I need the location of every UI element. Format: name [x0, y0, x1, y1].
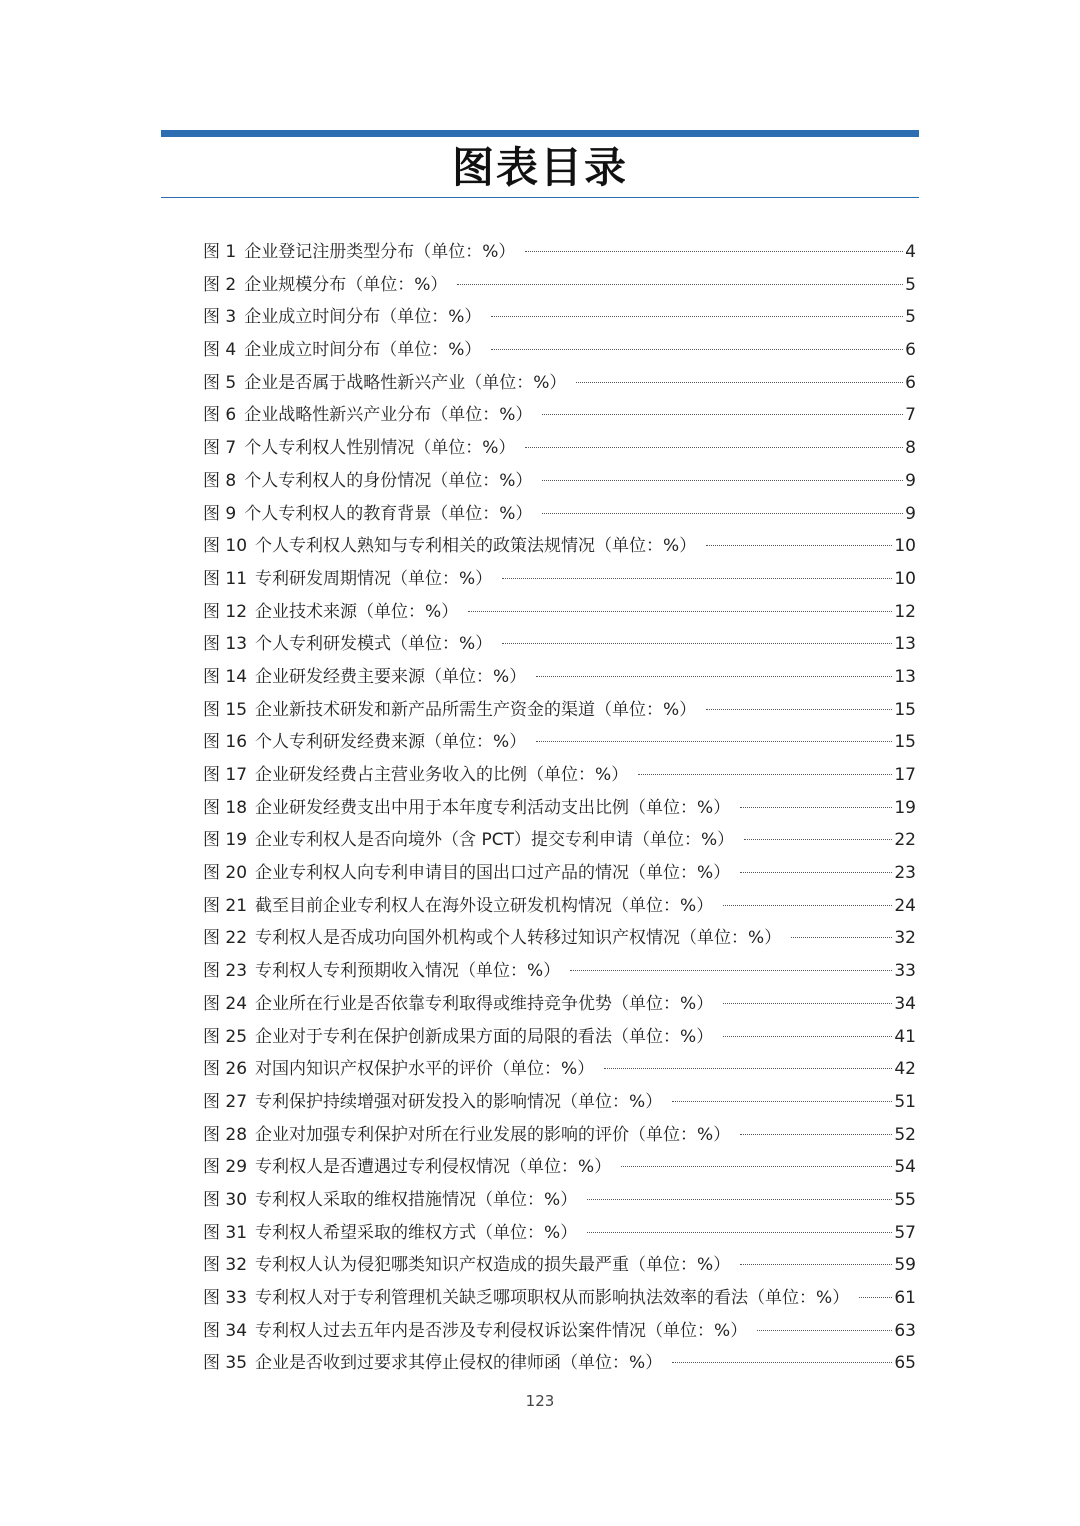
figure-caption: 企业战略性新兴产业分布（单位：%）: [244, 405, 533, 426]
figure-caption: 企业是否属于战略性新兴产业（单位：%）: [244, 372, 567, 393]
toc-page-number: 17: [894, 765, 916, 785]
figure-number: 图 30: [203, 1189, 248, 1210]
figure-caption: 企业成立时间分布（单位：%）: [244, 340, 482, 361]
figure-caption: 企业技术来源（单位：%）: [255, 601, 459, 622]
toc-page-number: 5: [905, 274, 916, 295]
toc-entry-label: [203, 301, 481, 334]
dot-leader: [576, 382, 903, 383]
toc-page-number: 42: [894, 1059, 916, 1080]
dot-leader: [570, 970, 892, 971]
figure-caption: 专利研发周期情况（单位：%）: [255, 568, 493, 589]
figure-caption: 企业新技术研发和新产品所需生产资金的渠道（单位：%）: [255, 699, 697, 720]
figure-number: 图 21: [203, 895, 248, 916]
figure-number: 图 15: [203, 699, 248, 720]
dot-leader: [744, 839, 892, 840]
dot-leader: [604, 1068, 892, 1069]
toc-entry[interactable]: [203, 759, 916, 792]
toc-entry[interactable]: [203, 1086, 916, 1119]
dot-leader: [536, 676, 892, 677]
toc-page-number: 5: [905, 307, 916, 328]
page-number: 123: [525, 1392, 555, 1410]
toc-entry-label: [203, 1119, 730, 1152]
figure-caption: 对国内知识产权保护水平的评价（单位：%）: [255, 1059, 595, 1080]
figure-number: 图 19: [203, 830, 248, 851]
toc-entry-label: [203, 792, 730, 825]
toc-entry[interactable]: [203, 661, 916, 694]
figure-caption: 专利权人专利预期收入情况（单位：%）: [255, 961, 561, 982]
toc-entry[interactable]: [203, 1021, 916, 1054]
figure-caption: 专利权人认为侵犯哪类知识产权造成的损失最严重（单位：%）: [255, 1255, 731, 1276]
figure-caption: 企业规模分布（单位：%）: [244, 274, 448, 295]
toc-entry[interactable]: [203, 922, 916, 955]
toc-entry-label: [203, 922, 781, 955]
toc-entry-label: [203, 465, 532, 498]
figure-number: 图 16: [203, 732, 248, 753]
toc-entry[interactable]: [203, 988, 916, 1021]
figure-number: 图 3: [203, 307, 237, 328]
figure-caption: 个人专利权人性别情况（单位：%）: [244, 438, 516, 459]
toc-entry-label: [203, 334, 481, 367]
dot-leader: [502, 578, 892, 579]
toc-entry-label: [203, 1053, 594, 1086]
dot-leader: [740, 872, 892, 873]
toc-entry-label: [203, 1151, 611, 1184]
toc-page-number: 13: [894, 666, 916, 687]
toc-page-number: 4: [905, 242, 916, 262]
dot-leader: [723, 1036, 892, 1037]
toc-page-number: 57: [894, 1222, 916, 1243]
figure-number: 图 29: [203, 1157, 248, 1178]
toc-entry[interactable]: [203, 1315, 916, 1348]
toc-entry[interactable]: [203, 824, 916, 857]
page-title: 图表目录: [451, 143, 628, 192]
toc-entry[interactable]: [203, 857, 916, 890]
figure-number: 图 8: [203, 470, 237, 491]
toc-entry-label: [203, 563, 492, 596]
figure-number: 图 24: [203, 993, 248, 1014]
figure-number: 图 22: [203, 928, 248, 949]
figure-number: 图 11: [203, 568, 248, 589]
figure-caption: 个人专利研发经费来源（单位：%）: [255, 732, 527, 753]
toc-entry-label: [203, 694, 696, 727]
toc-page-number: 23: [894, 863, 916, 884]
figure-number: 图 12: [203, 601, 248, 622]
figure-number: 图 20: [203, 863, 248, 884]
figure-number: 图 6: [203, 405, 237, 426]
table-of-figures: [203, 236, 916, 1380]
figure-number: 图 2: [203, 274, 237, 295]
figure-number: 图 25: [203, 1026, 248, 1047]
toc-entry[interactable]: [203, 1053, 916, 1086]
figure-caption: 企业成立时间分布（单位：%）: [244, 307, 482, 328]
toc-entry-label: [203, 824, 734, 857]
header-rule: [161, 130, 919, 137]
toc-page-number: 61: [894, 1288, 916, 1308]
toc-page-number: 34: [894, 993, 916, 1014]
dot-leader: [542, 513, 903, 514]
title-divider: [161, 197, 919, 198]
toc-entry[interactable]: [203, 432, 916, 465]
toc-entry[interactable]: [203, 890, 916, 923]
dot-leader: [740, 1264, 892, 1265]
toc-entry[interactable]: [203, 465, 916, 498]
toc-entry[interactable]: [203, 1217, 916, 1250]
toc-page-number: 6: [905, 340, 916, 361]
dot-leader: [672, 1101, 892, 1102]
figure-number: 图 28: [203, 1124, 248, 1145]
toc-entry[interactable]: [203, 596, 916, 629]
toc-entry-label: [203, 269, 447, 302]
figure-number: 图 31: [203, 1222, 248, 1243]
dot-leader: [757, 1330, 892, 1331]
toc-page-number: 10: [894, 568, 916, 589]
dot-leader: [587, 1199, 892, 1200]
toc-entry[interactable]: [203, 1249, 916, 1282]
dot-leader: [491, 316, 903, 317]
dot-leader: [536, 741, 892, 742]
toc-entry-label: [203, 857, 730, 890]
toc-entry[interactable]: [203, 236, 916, 269]
figure-caption: 专利权人对于专利管理机关缺乏哪项职权从而影响执法效率的看法（单位：%）: [255, 1288, 850, 1308]
figure-number: 图 4: [203, 340, 237, 361]
figure-number: 图 5: [203, 372, 237, 393]
toc-page-number: 9: [905, 470, 916, 491]
dot-leader: [542, 480, 903, 481]
toc-entry-label: [203, 498, 532, 531]
figure-number: 图 34: [203, 1320, 248, 1341]
dot-leader: [525, 447, 903, 448]
toc-entry-label: [203, 1347, 662, 1380]
toc-entry[interactable]: [203, 367, 916, 400]
toc-entry[interactable]: [203, 301, 916, 334]
dot-leader: [791, 937, 892, 938]
figure-number: 图 1: [203, 242, 237, 262]
toc-entry[interactable]: [203, 628, 916, 661]
toc-page-number: 7: [905, 405, 916, 426]
toc-entry-label: [203, 1315, 747, 1348]
toc-entry[interactable]: [203, 1151, 916, 1184]
toc-entry[interactable]: [203, 269, 916, 302]
figure-number: 图 7: [203, 438, 237, 459]
toc-entry[interactable]: [203, 1119, 916, 1152]
toc-entry-label: [203, 367, 566, 400]
toc-entry-label: [203, 1249, 730, 1282]
figure-caption: 个人专利研发模式（单位：%）: [255, 634, 493, 655]
figure-caption: 企业对于专利在保护创新成果方面的局限的看法（单位：%）: [255, 1026, 714, 1047]
dot-leader: [723, 1003, 892, 1004]
figure-caption: 专利保护持续增强对研发投入的影响情况（单位：%）: [255, 1091, 663, 1112]
dot-leader: [457, 284, 903, 285]
dot-leader: [740, 807, 892, 808]
dot-leader: [740, 1134, 892, 1135]
figure-number: 图 26: [203, 1059, 248, 1080]
dot-leader: [706, 545, 892, 546]
figure-caption: 专利权人过去五年内是否涉及专利侵权诉讼案件情况（单位：%）: [255, 1320, 748, 1341]
dot-leader: [491, 349, 903, 350]
toc-page-number: 33: [894, 961, 916, 982]
figure-number: 图 9: [203, 503, 237, 524]
toc-entry-label: [203, 1217, 577, 1250]
toc-page-number: 55: [894, 1189, 916, 1210]
figure-number: 图 23: [203, 961, 248, 982]
dot-leader: [542, 414, 903, 415]
toc-entry-label: [203, 236, 515, 269]
toc-entry-label: [203, 1282, 849, 1315]
toc-page-number: 59: [894, 1255, 916, 1276]
toc-page-number: 6: [905, 372, 916, 393]
figure-caption: 企业所在行业是否依靠专利取得或维持竞争优势（单位：%）: [255, 993, 714, 1014]
figure-number: 图 13: [203, 634, 248, 655]
figure-caption: 个人专利权人熟知与专利相关的政策法规情况（单位：%）: [255, 536, 697, 557]
toc-entry-label: [203, 1086, 662, 1119]
figure-caption: 个人专利权人的教育背景（单位：%）: [244, 503, 533, 524]
figure-caption: 企业研发经费占主营业务收入的比例（单位：%）: [255, 765, 629, 785]
toc-page-number: 19: [894, 797, 916, 818]
toc-page-number: 15: [894, 699, 916, 720]
toc-page-number: 13: [894, 634, 916, 655]
toc-page-number: 41: [894, 1026, 916, 1047]
toc-page-number: 24: [894, 895, 916, 916]
toc-entry-label: [203, 661, 526, 694]
figure-number: 图 27: [203, 1091, 248, 1112]
toc-page-number: 22: [894, 830, 916, 851]
figure-caption: 企业研发经费支出中用于本年度专利活动支出比例（单位：%）: [255, 797, 731, 818]
figure-caption: 企业专利权人向专利申请目的国出口过产品的情况（单位：%）: [255, 863, 731, 884]
toc-entry[interactable]: [203, 563, 916, 596]
toc-entry-label: [203, 955, 560, 988]
toc-page-number: 15: [894, 732, 916, 753]
toc-entry[interactable]: [203, 1184, 916, 1217]
figure-caption: 企业研发经费主要来源（单位：%）: [255, 666, 527, 687]
dot-leader: [502, 643, 892, 644]
figure-caption: 专利权人是否成功向国外机构或个人转移过知识产权情况（单位：%）: [255, 928, 782, 949]
figure-caption: 企业专利权人是否向境外（含 PCT）提交专利申请（单位：%）: [255, 830, 735, 851]
dot-leader: [672, 1362, 892, 1363]
toc-entry[interactable]: [203, 530, 916, 563]
toc-entry-label: [203, 988, 713, 1021]
dot-leader: [468, 611, 892, 612]
toc-page-number: 9: [905, 503, 916, 524]
toc-entry-label: [203, 596, 458, 629]
toc-entry-label: [203, 726, 526, 759]
dot-leader: [621, 1166, 892, 1167]
figure-caption: 专利权人采取的维权措施情况（单位：%）: [255, 1189, 578, 1210]
figure-number: 图 17: [203, 765, 248, 785]
toc-entry[interactable]: [203, 792, 916, 825]
toc-entry[interactable]: [203, 498, 916, 531]
dot-leader: [859, 1297, 892, 1298]
toc-entry[interactable]: [203, 726, 916, 759]
toc-entry[interactable]: [203, 1347, 916, 1380]
toc-page-number: 10: [894, 536, 916, 557]
figure-caption: 企业是否收到过要求其停止侵权的律师函（单位：%）: [255, 1353, 663, 1374]
toc-page-number: 8: [905, 438, 916, 459]
figure-caption: 专利权人是否遭遇过专利侵权情况（单位：%）: [255, 1157, 612, 1178]
toc-entry[interactable]: [203, 694, 916, 727]
toc-page-number: 54: [894, 1157, 916, 1178]
figure-number: 图 33: [203, 1288, 248, 1308]
dot-leader: [638, 774, 892, 775]
dot-leader: [587, 1232, 892, 1233]
toc-entry-label: [203, 628, 492, 661]
toc-entry-label: [203, 1184, 577, 1217]
figure-caption: 专利权人希望采取的维权方式（单位：%）: [255, 1222, 578, 1243]
figure-number: 图 14: [203, 666, 248, 687]
toc-page-number: 51: [894, 1091, 916, 1112]
toc-entry-label: [203, 890, 713, 923]
toc-page-number: 12: [894, 601, 916, 622]
toc-page-number: 32: [894, 928, 916, 949]
toc-entry-label: [203, 759, 628, 792]
toc-entry-label: [203, 432, 515, 465]
dot-leader: [723, 905, 892, 906]
figure-number: 图 32: [203, 1255, 248, 1276]
toc-entry-label: [203, 1021, 713, 1054]
toc-entry[interactable]: [203, 1282, 916, 1315]
dot-leader: [706, 709, 892, 710]
figure-caption: 截至目前企业专利权人在海外设立研发机构情况（单位：%）: [255, 895, 714, 916]
toc-entry[interactable]: [203, 334, 916, 367]
figure-caption: 个人专利权人的身份情况（单位：%）: [244, 470, 533, 491]
toc-page-number: 65: [894, 1353, 916, 1374]
toc-entry-label: [203, 530, 696, 563]
dot-leader: [525, 251, 903, 252]
figure-number: 图 10: [203, 536, 248, 557]
figure-caption: 企业对加强专利保护对所在行业发展的影响的评价（单位：%）: [255, 1124, 731, 1145]
figure-number: 图 35: [203, 1353, 248, 1374]
toc-entry-label: [203, 399, 532, 432]
toc-page-number: 52: [894, 1124, 916, 1145]
toc-entry[interactable]: [203, 955, 916, 988]
toc-page-number: 63: [894, 1320, 916, 1341]
toc-entry[interactable]: [203, 399, 916, 432]
figure-number: 图 18: [203, 797, 248, 818]
figure-caption: 企业登记注册类型分布（单位：%）: [244, 242, 516, 262]
